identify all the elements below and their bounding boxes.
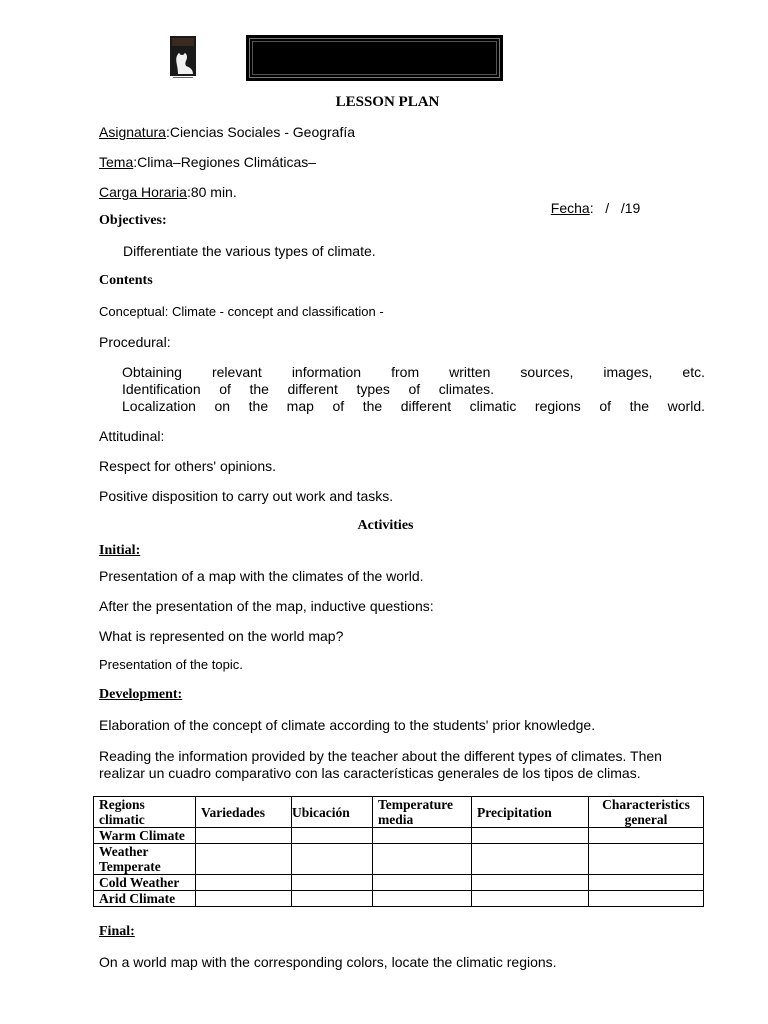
table-cell[interactable] <box>373 875 472 891</box>
topic-label: Tema <box>99 154 134 170</box>
table-row <box>94 875 704 891</box>
procedural-label: Procedural: <box>99 334 171 350</box>
development-item: realizar un cuadro comparativo con las características generales de los tipos de climas. <box>99 765 641 781</box>
table-cell[interactable] <box>472 828 589 844</box>
header-precipitation: Precipitation <box>472 797 589 828</box>
subject-line <box>99 124 355 140</box>
header-regions: Regions climatic <box>94 797 196 828</box>
table-cell[interactable] <box>472 844 589 875</box>
topic-value: :Clima–Regiones Climáticas– <box>133 154 317 170</box>
development-item: Elaboration of the concept of climate according to the students' prior knowledge. <box>99 717 596 733</box>
initial-item: What is represented on the world map? <box>99 628 344 644</box>
initial-item: After the presentation of the map, inductive questions: <box>99 598 434 614</box>
table-cell[interactable] <box>472 891 589 907</box>
row-label-temperate: Weather Temperate <box>94 844 196 875</box>
objective-text: Differentiate the various types of climate. <box>123 243 376 259</box>
redacted-header-box <box>246 35 503 81</box>
row-label-cold: Cold Weather <box>94 875 196 891</box>
procedural-item: Localization on the map of the different climatic regions of the world. <box>122 398 705 414</box>
procedural-item: Identification of the different types of climates. <box>122 381 494 397</box>
attitudinal-item: Respect for others' opinions. <box>99 458 276 474</box>
table-row <box>94 844 704 875</box>
table-cell[interactable] <box>292 875 373 891</box>
subject-label: Asignatura <box>99 124 166 140</box>
contents-heading: Contents <box>99 273 153 288</box>
climate-comparison-table <box>93 796 704 907</box>
table-row <box>94 828 704 844</box>
date-value: : / /19 <box>589 200 641 216</box>
table-cell[interactable] <box>196 828 292 844</box>
hours-line <box>99 184 237 200</box>
table-cell[interactable] <box>589 875 704 891</box>
header-location: Ubicación <box>292 797 373 828</box>
table-cell[interactable] <box>373 844 472 875</box>
development-item: Reading the information provided by the teacher about the different types of climates. Then <box>99 748 662 764</box>
attitudinal-label: Attitudinal: <box>99 428 165 444</box>
row-label-warm: Warm Climate <box>94 828 196 844</box>
initial-item: Presentation of a map with the climates of the world. <box>99 568 424 584</box>
table-cell[interactable] <box>292 844 373 875</box>
table-row <box>94 891 704 907</box>
topic-line <box>99 154 316 170</box>
header-characteristics: Characteristics general <box>589 797 704 828</box>
initial-heading: Initial: <box>99 543 141 558</box>
header-varieties: Variedades <box>196 797 292 828</box>
table-cell[interactable] <box>373 828 472 844</box>
conceptual-line: Conceptual: Climate - concept and classification - <box>99 304 384 319</box>
row-label-arid: Arid Climate <box>94 891 196 907</box>
procedural-item: Obtaining relevant information from written sources, images, etc. <box>122 364 705 380</box>
date-label: Fecha <box>550 200 590 216</box>
table-cell[interactable] <box>196 891 292 907</box>
school-logo <box>170 36 196 80</box>
final-heading: Final: <box>99 924 135 939</box>
development-heading: Development: <box>99 687 183 702</box>
table-cell[interactable] <box>589 844 704 875</box>
final-item: On a world map with the corresponding colors, locate the climatic regions. <box>99 954 557 970</box>
subject-value: :Ciencias Sociales - Geografía <box>165 124 356 140</box>
hours-label: Carga Horaria <box>99 184 187 200</box>
table-cell[interactable] <box>292 828 373 844</box>
table-header-row <box>94 797 704 828</box>
table-cell[interactable] <box>292 891 373 907</box>
activities-heading: Activities <box>357 518 414 533</box>
table-cell[interactable] <box>472 875 589 891</box>
table-cell[interactable] <box>196 844 292 875</box>
date-line <box>543 184 640 216</box>
objectives-heading: Objectives: <box>99 213 167 228</box>
initial-item: Presentation of the topic. <box>99 657 243 672</box>
attitudinal-item: Positive disposition to carry out work and tasks. <box>99 488 394 504</box>
header-temperature: Temperature media <box>373 797 472 828</box>
hours-value: :80 min. <box>186 184 237 200</box>
objective-item <box>123 243 376 259</box>
table-cell[interactable] <box>589 828 704 844</box>
page-title: LESSON PLAN <box>335 94 440 110</box>
table-cell[interactable] <box>373 891 472 907</box>
table-cell[interactable] <box>589 891 704 907</box>
table-cell[interactable] <box>196 875 292 891</box>
